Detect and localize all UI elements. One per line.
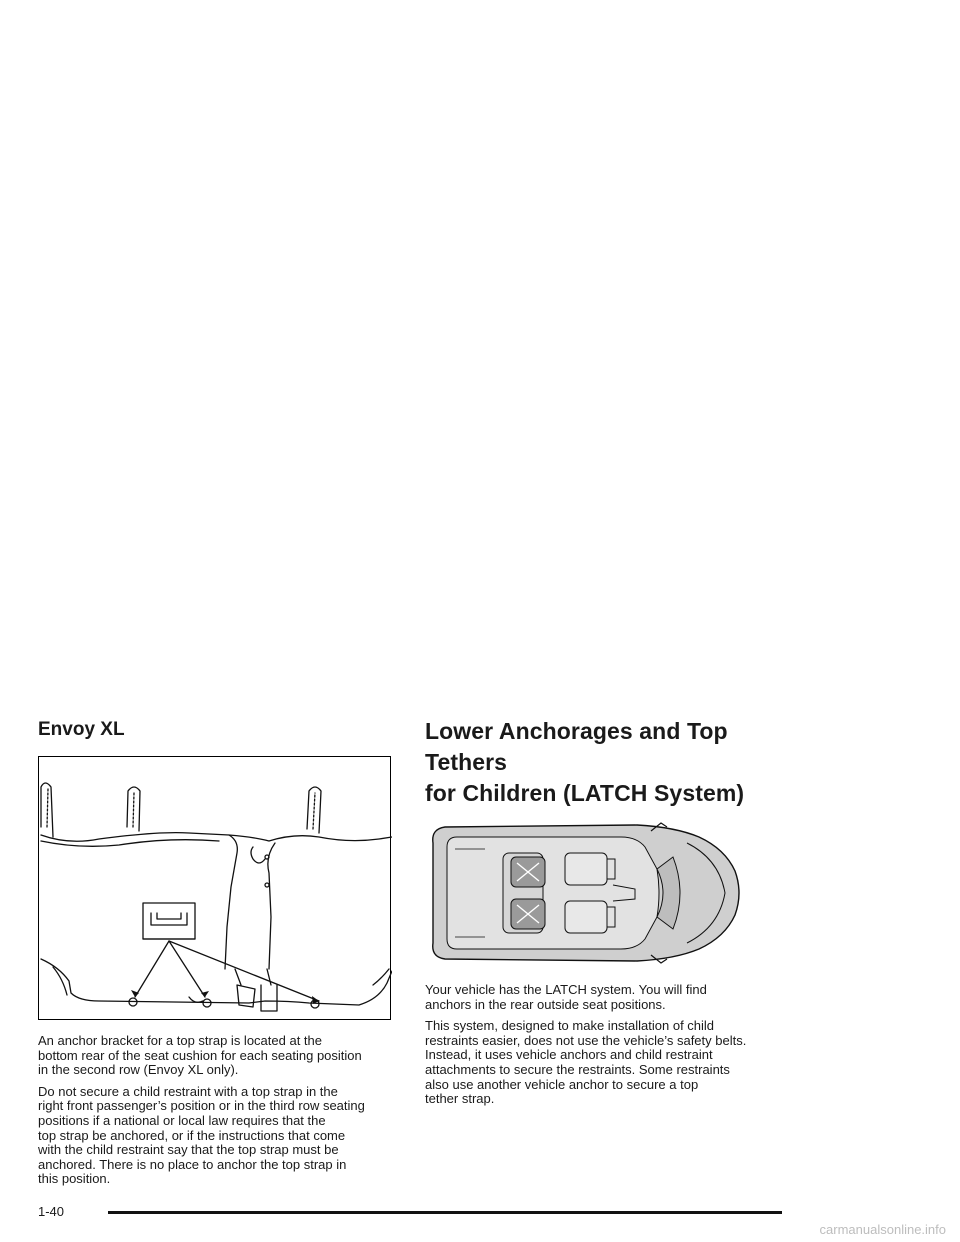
latch-paragraph-2: This system, designed to make installation of child restraints easier, does not use the vehicle’s safety belts. Instead, it uses vehicle anchors and child restraint attachments to secure the restraints. Some restraints also use another vehicle anchor to secure a top tether strap. <box>425 1018 747 1107</box>
latch-car-illustration <box>425 819 749 967</box>
right-column <box>425 716 795 1114</box>
page-number: 1-40 <box>38 1204 65 1219</box>
latch-heading-line1: Lower Anchorages and Top Tethers <box>425 718 728 775</box>
anchor-paragraph-1: An anchor bracket for a top strap is located at the bottom rear of the seat cushion for each seating position in the second row (Envoy XL only). <box>38 1033 362 1078</box>
envoy-xl-heading: Envoy XL <box>38 719 125 740</box>
footer-rule <box>108 1211 782 1214</box>
latch-paragraph-1: Your vehicle has the LATCH system. You will find anchors in the rear outside seat positions. <box>425 982 707 1012</box>
anchor-paragraph-2: Do not secure a child restraint with a top strap in the right front passenger’s position or in the third row seating positions if a national or local law requires that the top strap be anchored, or if the instructions that come with the child restraint say that the top strap must be anchored. There is no place to anchor the top strap in this position. <box>38 1083 365 1187</box>
latch-heading <box>425 716 795 809</box>
watermark: carmanualsonline.info <box>819 1222 946 1237</box>
latch-heading-line2: for Children (LATCH System) <box>425 780 745 806</box>
seat-anchor-drawing <box>39 757 392 1021</box>
seat-anchor-illustration <box>38 756 391 1020</box>
left-column <box>38 718 394 1194</box>
latch-car-drawing <box>425 819 749 967</box>
